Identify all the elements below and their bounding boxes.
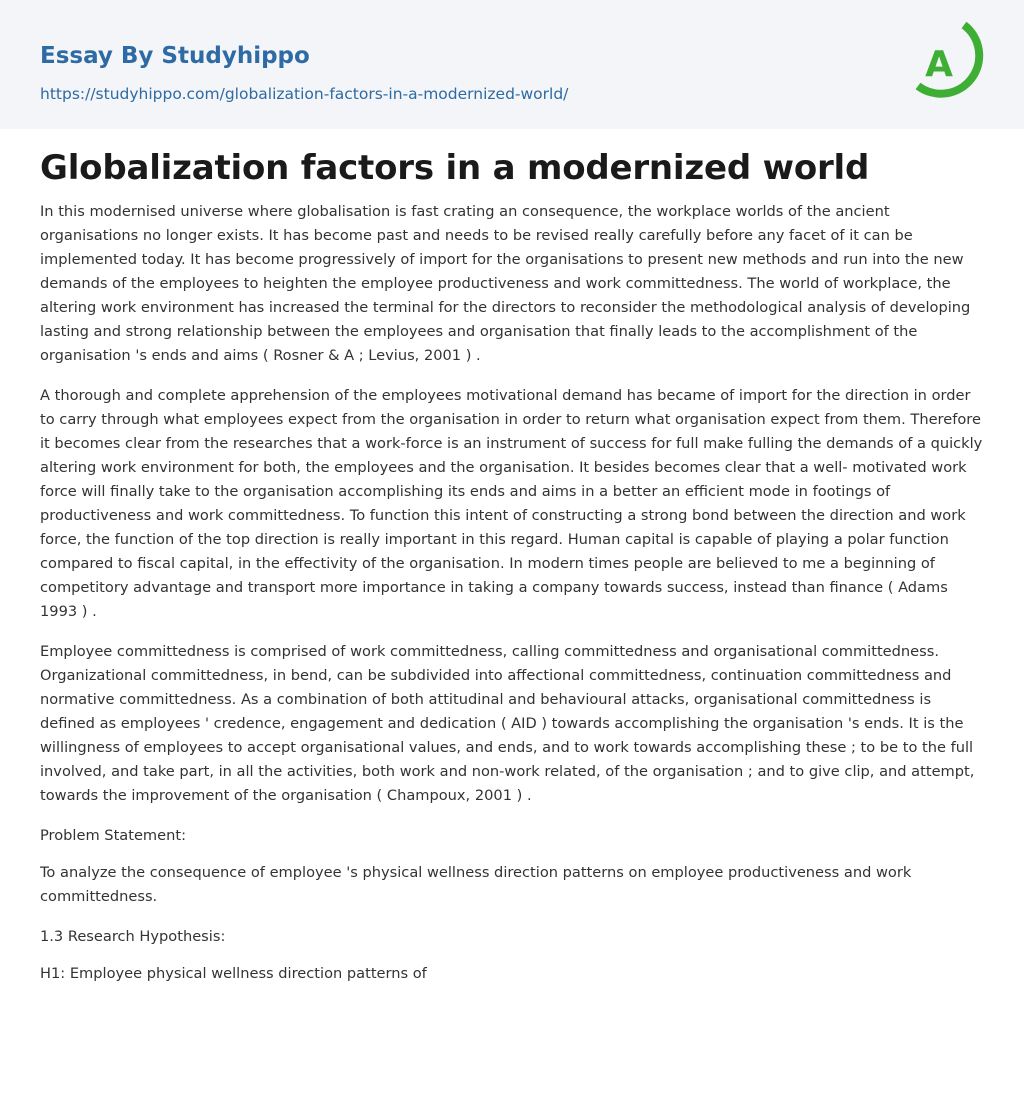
logo-letter: A (925, 44, 953, 85)
essay-url-link[interactable]: https://studyhippo.com/globalization-factors-in-a-modernized-world/ (40, 85, 569, 103)
essay-body (40, 200, 984, 1002)
page-header (0, 0, 1024, 129)
site-brand[interactable]: Essay By Studyhippo (40, 43, 310, 69)
essay-title: Globalization factors in a modernized world (40, 148, 870, 188)
studyhippo-logo-icon[interactable] (910, 18, 988, 106)
problem-statement-text: To analyze the consequence of employee 's physical wellness direction patterns on employee productiveness and work committedness. (40, 864, 912, 905)
essay-paragraph: Employee committedness is comprised of work committedness, calling committedness and organisational committedness. Organizational committedness, in bend, can be subdivided into affectional committedness, continuation committedness and normative committedness. As a combination of both attitudinal and behavioural attacks, organisational committedness is defined as employees ' credence, engagement and dedication ( AID ) towards accomplishing the organisation 's ends. It is the willingness of employees to accept organisational values, and ends, and to work towards accomplishing these ; to be to the full involved, and take part, in all the activities, both work and non-work related, of the organisation ; and to give clip, and attempt, towards the improvement of the organisation ( Champoux, 2001 ) . (40, 643, 975, 804)
essay-paragraph: A thorough and complete apprehension of the employees motivational demand has became of import for the direction in order to carry through what employees expect from the organisation in order to return what organisation expect from them. Therefore it becomes clear from the researches that a work-force is an instrument of success for full make fulling the demands of a quickly altering work environment for both, the employees and the organisation. It besides becomes clear that a well- motivated work force will finally take to the organisation accomplishing its ends and aims in a better an efficient mode in footings of productiveness and work committedness. To function this intent of constructing a strong bond between the direction and work force, the function of the top direction is really important in this regard. Human capital is capable of playing a polar function compared to fiscal capital, in the effectivity of the organisation. In modern times people are believed to me a beginning of competitory advantage and transport more importance in taking a company towards success, instead than finance ( Adams 1993 ) . (40, 387, 983, 620)
research-hypothesis-heading: 1.3 Research Hypothesis: (40, 928, 226, 945)
hypothesis-h1-text: H1: Employee physical wellness direction patterns of (40, 965, 427, 982)
essay-paragraph: In this modernised universe where globalisation is fast crating an consequence, the workplace worlds of the ancient organisations no longer exists. It has become past and needs to be revised really carefully before any facet of it can be implemented today. It has become progressively of import for the organisations to present new methods and run into the new demands of the employees to heighten the employee productiveness and work committedness. The world of workplace, the altering work environment has increased the terminal for the directors to reconsider the methodological analysis of developing lasting and strong relationship between the employees and organisation that finally leads to the accomplishment of the organisation 's ends and aims ( Rosner & A ; Levius, 2001 ) . (40, 203, 971, 364)
problem-statement-heading: Problem Statement: (40, 827, 187, 844)
